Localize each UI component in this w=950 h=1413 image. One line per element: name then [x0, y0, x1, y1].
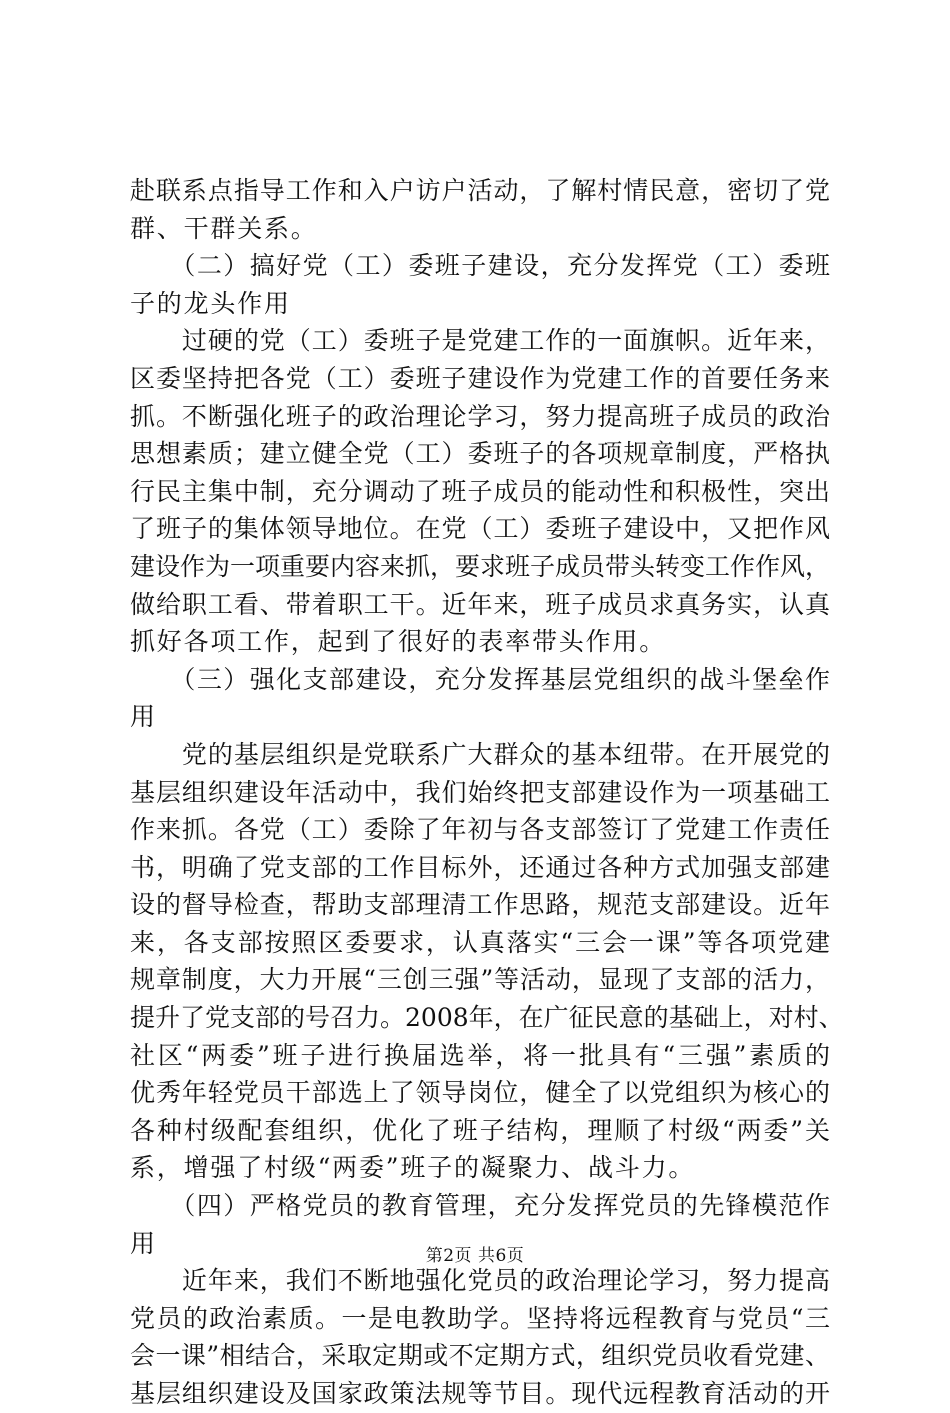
- text-line: 建设作为一项重要内容来抓，要求班子成员带头转变工作作风，: [130, 551, 831, 581]
- text-line: 来，各支部按照区委要求，认真落实“三会一课”等各项党建: [130, 927, 830, 957]
- text-line: （二）搞好党（工）委班子建设，充分发挥党（工）委班: [130, 251, 830, 281]
- text-line: （三）强化支部建设，充分发挥基层党组织的战斗堡垒作: [130, 664, 830, 694]
- text-line: 各种村级配套组织，优化了班子结构，理顺了村级“两委”关: [130, 1115, 830, 1145]
- text-line: 行民主集中制，充分调动了班子成员的能动性和积极性，突出: [130, 476, 830, 506]
- text-line: 用: [130, 702, 157, 732]
- text-line: 抓好各项工作，起到了很好的表率带头作用。: [130, 627, 667, 657]
- text-line: 过硬的党（工）委班子是党建工作的一面旗帜。近年来，: [130, 326, 830, 356]
- page-footer: 第2页 共6页: [425, 1246, 525, 1266]
- text-line: 优秀年轻党员干部选上了领导岗位，健全了以党组织为核心的: [130, 1078, 830, 1108]
- text-line: 会一课”相结合，采取定期或不定期方式，组织党员收看党建、: [130, 1341, 830, 1371]
- text-line: 区委坚持把各党（工）委班子建设作为党建工作的首要任务来: [130, 363, 830, 393]
- document-body: [130, 172, 844, 1413]
- text-line: 系，增强了村级“两委”班子的凝聚力、战斗力。: [130, 1153, 696, 1183]
- text-line: 设的督导检查，帮助支部理清工作思路，规范支部建设。近年: [130, 890, 830, 920]
- text-line: 党的基层组织是党联系广大群众的基本纽带。在开展党的: [130, 739, 830, 769]
- text-line: 党员的政治素质。一是电教助学。坚持将远程教育与党员“三: [130, 1303, 830, 1333]
- text-line: 规章制度，大力开展“三创三强”等活动，显现了支部的活力，: [130, 965, 830, 995]
- text-line: （四）严格党员的教育管理，充分发挥党员的先锋模范作: [130, 1191, 830, 1221]
- text-line: 提升了党支部的号召力。2008年，在广征民意的基础上，对村、: [130, 1003, 844, 1033]
- text-line: 抓。不断强化班子的政治理论学习，努力提高班子成员的政治: [130, 401, 830, 431]
- text-line: 基层组织建设年活动中，我们始终把支部建设作为一项基础工: [130, 777, 830, 807]
- text-line: 子的龙头作用: [130, 288, 291, 318]
- text-line: 做给职工看、带着职工干。近年来，班子成员求真务实，认真: [130, 589, 830, 619]
- text-line: 了班子的集体领导地位。在党（工）委班子建设中，又把作风: [130, 514, 830, 544]
- text-line: 思想素质；建立健全党（工）委班子的各项规章制度，严格执: [130, 439, 830, 469]
- text-line: 书，明确了党支部的工作目标外，还通过各种方式加强支部建: [130, 852, 830, 882]
- text-line: 基层组织建设及国家政策法规等节目。现代远程教育活动的开: [130, 1379, 830, 1408]
- text-line: 用: [130, 1228, 157, 1258]
- text-line: 社区“两委”班子进行换届选举，将一批具有“三强”素质的: [130, 1040, 830, 1070]
- text-line: 作来抓。各党（工）委除了年初与各支部签订了党建工作责任: [130, 815, 830, 845]
- text-line: 赴联系点指导工作和入户访户活动，了解村情民意，密切了党: [130, 176, 830, 205]
- text-line: 近年来，我们不断地强化党员的政治理论学习，努力提高: [130, 1266, 830, 1296]
- text-line: 群、干群关系。: [130, 213, 318, 243]
